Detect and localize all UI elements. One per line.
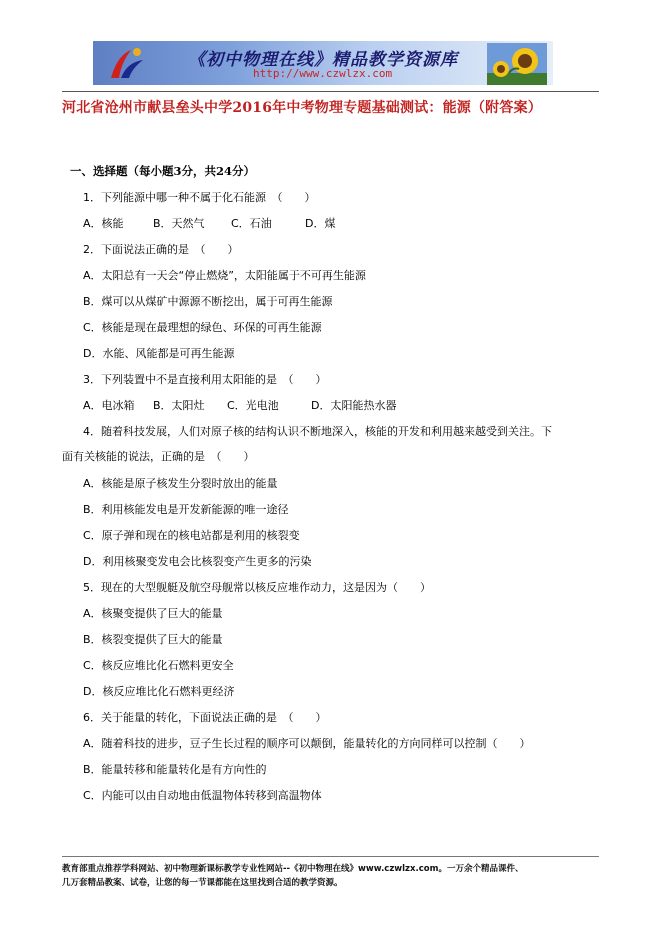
option-b: B．煤可以从煤矿中源源不断挖出，属于可再生能源 — [83, 295, 333, 308]
option-b: B．天然气 — [153, 217, 205, 230]
site-banner[interactable] — [93, 41, 553, 85]
option-b: B．太阳灶 — [153, 399, 205, 412]
option-d: D．利用核聚变发电会比核裂变产生更多的污染 — [83, 555, 312, 568]
option-a: A．核能是原子核发生分裂时放出的能量 — [83, 477, 278, 490]
option-d: D．核反应堆比化石燃料更经济 — [83, 685, 235, 698]
page-footer — [62, 862, 602, 890]
question-stem: 2．下面说法正确的是 （ ） — [83, 243, 239, 256]
option-a: A．核能 — [83, 217, 124, 230]
site-logo-icon — [107, 44, 147, 82]
question-options-row — [83, 215, 335, 231]
option-c: C．光电池 — [227, 399, 279, 412]
option-a: A．核聚变提供了巨大的能量 — [83, 607, 223, 620]
option-a: A．太阳总有一天会“停止燃烧”，太阳能属于不可再生能源 — [83, 269, 366, 282]
section-heading: 一、选择题（每小题3分，共24分） — [70, 164, 256, 178]
banner-url[interactable]: http://www.czwlzx.com — [253, 67, 393, 80]
footer-divider — [62, 856, 599, 857]
option-b: B．核裂变提供了巨大的能量 — [83, 633, 223, 646]
question-stem: 3．下列装置中不是直接利用太阳能的是 （ ） — [83, 373, 327, 386]
option-a: A．随着科技的进步，豆子生长过程的顺序可以颠倒，能量转化的方向同样可以控制（ ） — [83, 737, 531, 750]
option-c: C．石油 — [231, 217, 272, 230]
question-stem: 1．下列能源中哪一种不属于化石能源 （ ） — [83, 191, 316, 204]
option-a: A．电冰箱 — [83, 399, 135, 412]
question-stem: 4．随着科技发展，人们对原子核的结构认识不断地深入，核能的开发和利用越来越受到关注。下 — [83, 425, 552, 438]
option-c: C．原子弹和现在的核电站都是利用的核裂变 — [83, 529, 300, 542]
question-stem: 5．现在的大型舰艇及航空母舰常以核反应堆作动力，这是因为（ ） — [83, 581, 431, 594]
question-stem-continued: 面有关核能的说法，正确的是 （ ） — [62, 450, 255, 463]
option-d: D．太阳能热水器 — [311, 399, 397, 412]
banner-title: 《初中物理在线》精品教学资源库 — [188, 50, 458, 70]
footer-line: 几万套精品教案、试卷，让您的每一节课都能在这里找到合适的教学资源。 — [62, 878, 343, 888]
header-divider — [62, 91, 599, 92]
option-c: C．核能是现在最理想的绿色、环保的可再生能源 — [83, 321, 322, 334]
option-d: D．水能、风能都是可再生能源 — [83, 347, 235, 360]
footer-line: 教育部重点推荐学科网站、初中物理新课标教学专业性网站--《初中物理在线》www.czwlzx.com。一万余个精品课件、 — [62, 864, 524, 874]
option-b: B．利用核能发电是开发新能源的唯一途径 — [83, 503, 289, 516]
question-options-row — [83, 397, 396, 413]
question-stem: 6．关于能量的转化，下面说法正确的是 （ ） — [83, 711, 327, 724]
sunflower-icon — [487, 43, 547, 85]
option-b: B．能量转移和能量转化是有方向性的 — [83, 763, 267, 776]
option-c: C．核反应堆比化石燃料更安全 — [83, 659, 234, 672]
option-d: D．煤 — [305, 217, 336, 230]
option-c: C．内能可以由自动地由低温物体转移到高温物体 — [83, 789, 322, 802]
page-title: 河北省沧州市献县垒头中学2016年中考物理专题基础测试：能源（附答案） — [62, 100, 542, 116]
